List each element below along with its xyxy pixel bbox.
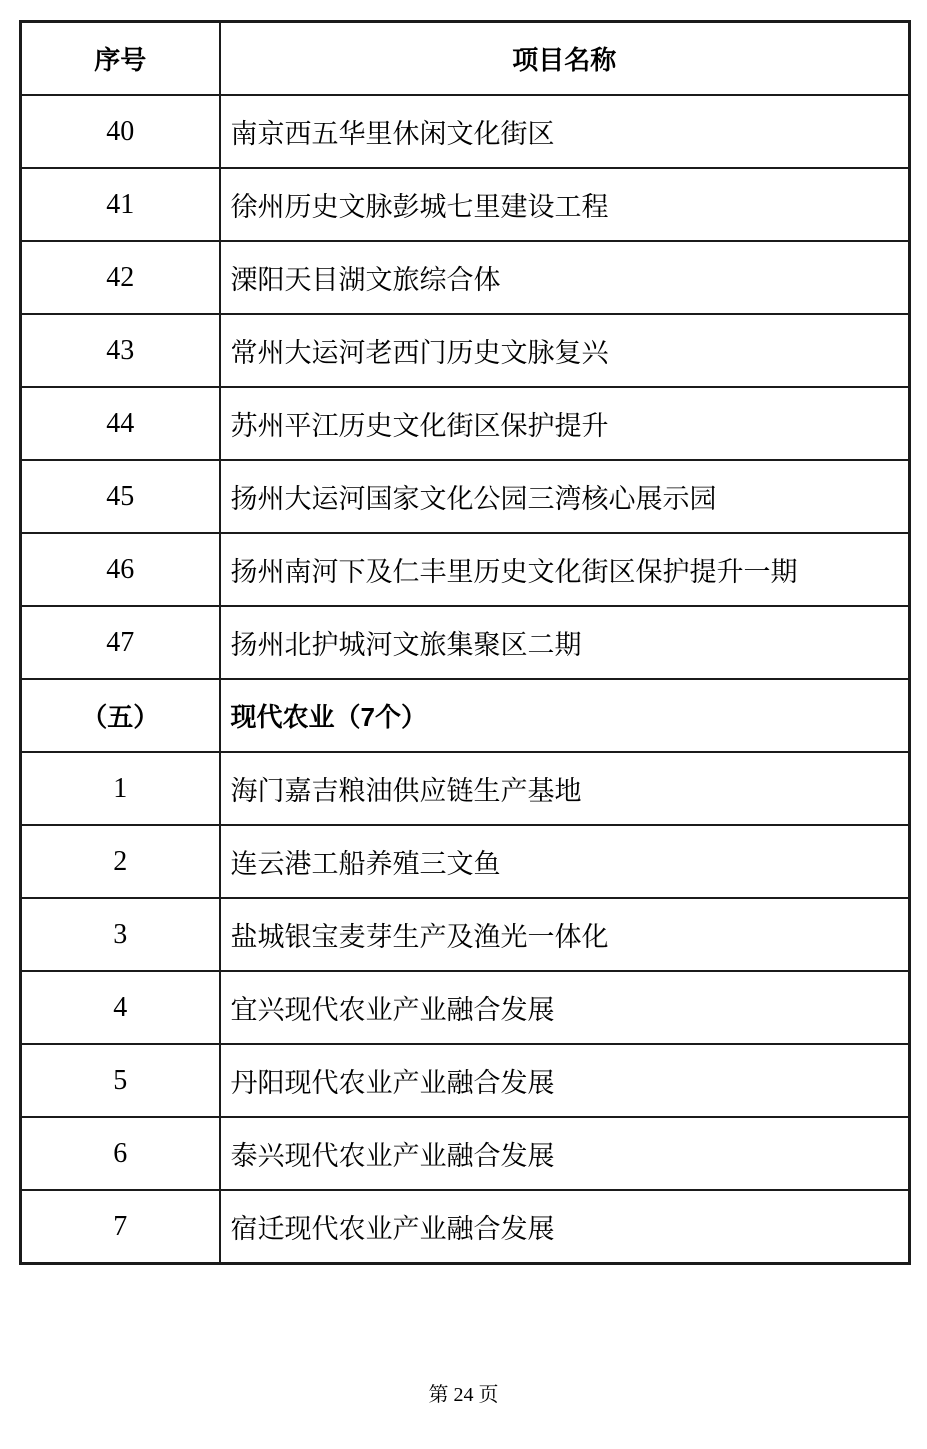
project-name-cell: 丹阳现代农业产业融合发展 bbox=[220, 1044, 910, 1117]
serial-cell: 46 bbox=[21, 533, 220, 606]
header-row bbox=[21, 22, 910, 96]
section-header-row bbox=[21, 679, 910, 752]
table-row bbox=[21, 95, 910, 168]
serial-cell: 7 bbox=[21, 1190, 220, 1264]
project-name-cell: 常州大运河老西门历史文脉复兴 bbox=[220, 314, 910, 387]
project-table bbox=[19, 20, 911, 1265]
project-name-cell: 盐城银宝麦芽生产及渔光一体化 bbox=[220, 898, 910, 971]
table-row bbox=[21, 752, 910, 825]
serial-cell: 2 bbox=[21, 825, 220, 898]
serial-cell: 3 bbox=[21, 898, 220, 971]
table-row bbox=[21, 387, 910, 460]
table-row bbox=[21, 314, 910, 387]
serial-cell: 6 bbox=[21, 1117, 220, 1190]
serial-cell: 4 bbox=[21, 971, 220, 1044]
project-name-cell: 泰兴现代农业产业融合发展 bbox=[220, 1117, 910, 1190]
project-name-cell: 海门嘉吉粮油供应链生产基地 bbox=[220, 752, 910, 825]
serial-cell: 43 bbox=[21, 314, 220, 387]
project-name-cell: 扬州南河下及仁丰里历史文化街区保护提升一期 bbox=[220, 533, 910, 606]
table-body bbox=[21, 95, 910, 1264]
project-name-cell: 徐州历史文脉彭城七里建设工程 bbox=[220, 168, 910, 241]
project-name-cell: 扬州北护城河文旅集聚区二期 bbox=[220, 606, 910, 679]
serial-cell: 41 bbox=[21, 168, 220, 241]
serial-cell: 42 bbox=[21, 241, 220, 314]
project-name-cell: 苏州平江历史文化街区保护提升 bbox=[220, 387, 910, 460]
serial-cell: 45 bbox=[21, 460, 220, 533]
project-name-cell: 扬州大运河国家文化公园三湾核心展示园 bbox=[220, 460, 910, 533]
serial-cell: 44 bbox=[21, 387, 220, 460]
table-row bbox=[21, 241, 910, 314]
serial-cell: 47 bbox=[21, 606, 220, 679]
table-row bbox=[21, 168, 910, 241]
table-row bbox=[21, 606, 910, 679]
serial-cell: 5 bbox=[21, 1044, 220, 1117]
project-name-cell: 南京西五华里休闲文化街区 bbox=[220, 95, 910, 168]
table-row bbox=[21, 533, 910, 606]
table-row bbox=[21, 971, 910, 1044]
column-header-serial: 序号 bbox=[21, 22, 220, 96]
column-header-project-name: 项目名称 bbox=[220, 22, 910, 96]
table-row bbox=[21, 1117, 910, 1190]
project-name-cell: 宜兴现代农业产业融合发展 bbox=[220, 971, 910, 1044]
table-header bbox=[21, 22, 910, 96]
serial-cell: 40 bbox=[21, 95, 220, 168]
project-name-cell: 连云港工船养殖三文鱼 bbox=[220, 825, 910, 898]
table-row bbox=[21, 1190, 910, 1264]
project-name-cell: 现代农业（7个） bbox=[220, 679, 910, 752]
table-row bbox=[21, 898, 910, 971]
project-name-cell: 溧阳天目湖文旅综合体 bbox=[220, 241, 910, 314]
table-row bbox=[21, 825, 910, 898]
page-number: 第 24 页 bbox=[428, 1384, 499, 1406]
serial-cell: 1 bbox=[21, 752, 220, 825]
table-row bbox=[21, 1044, 910, 1117]
project-name-cell: 宿迁现代农业产业融合发展 bbox=[220, 1190, 910, 1264]
serial-cell: （五） bbox=[21, 679, 220, 752]
table-row bbox=[21, 460, 910, 533]
